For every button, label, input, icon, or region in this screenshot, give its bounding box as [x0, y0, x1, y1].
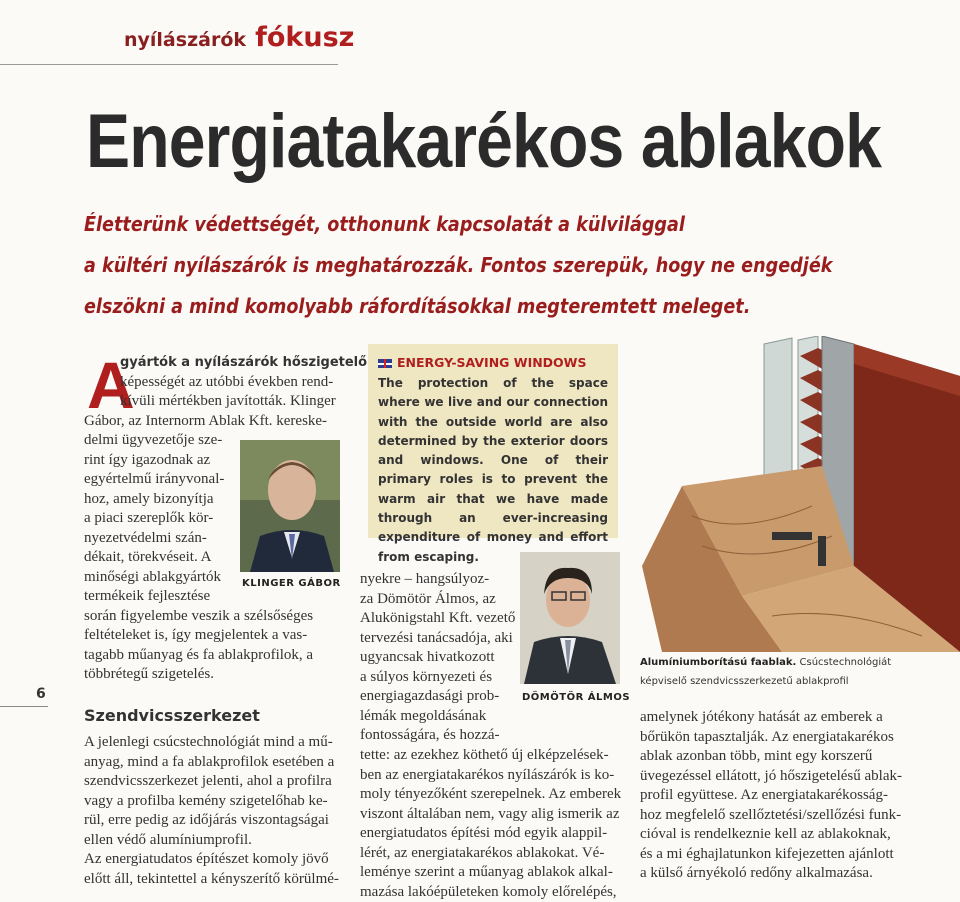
col1b-line: anyag, mind a fa ablakprofilok esetében a [84, 753, 346, 773]
col2-line: nyekre – hangsúlyoz- [360, 570, 520, 590]
english-summary-heading [378, 355, 618, 370]
col1-line: kívüli mértékben javították. Klinger [120, 392, 342, 412]
section-name: nyílászárók [124, 29, 246, 51]
column-3 [640, 708, 940, 884]
header-divider [0, 64, 338, 65]
english-summary-box [368, 344, 618, 538]
col1-line: a piaci szereplők kör- [84, 509, 342, 529]
article-title: Energiatakarékos ablakok [86, 98, 881, 185]
col3-line: bőrükön tapasztalják. Az energiatakarékos [640, 728, 940, 748]
col2b-line: moly tényezőként szerepelnek. Az emberek [360, 785, 622, 805]
col1-line: delmi ügyvezetője sze- [84, 431, 342, 451]
col2-line: za Dömötör Álmos, az [360, 590, 520, 610]
col1-line: tagabb műanyag és fa ablakprofilok, a [84, 646, 342, 666]
col1-line: gyártók a nyílászárók hőszigetelő [120, 353, 342, 373]
col1b-line: rül, erre pedig az időjárás viszontagságai [84, 811, 346, 831]
col3-line: ablak azonban több, mint egy korszerű [640, 747, 940, 767]
section-header [124, 22, 354, 53]
col1-line: során figyelembe veszik a szélsőséges [84, 607, 342, 627]
col2-line: Alukönigstahl Kft. vezető [360, 609, 520, 629]
portrait-klinger-gabor [240, 440, 340, 572]
column-2-bottom [360, 746, 622, 902]
col1-line: Gábor, az Internorm Ablak Kft. kereske- [84, 412, 342, 432]
image-caption-text: Csúcstechnológiát képviselő szendvicsszerkezetű ablakprofil [640, 657, 891, 687]
col2b-line: ben az energiatakarékos nyílászárók is ko- [360, 766, 622, 786]
english-summary-text: The protection of the space where we live and our connection with the outside world are also determined by the exterior doors and windows. One of their primary roles is to prevent the warm air that we have made through an ever-increasing expenditure of money and effort from escaping. [378, 374, 608, 567]
image-caption [640, 653, 940, 691]
page-number: 6 [36, 686, 46, 702]
section-label: fókusz [255, 22, 354, 53]
col2b-line: leménye szerint a műanyag ablakok alkal- [360, 863, 622, 883]
col1-line: termékeik fejlesztése [84, 587, 342, 607]
col3-line: üvegezéssel ellátott, jó hőszigetelésű ablak- [640, 767, 940, 787]
col1-line: dékait, törekvéseit. A [84, 548, 342, 568]
col2b-line: mazása lakóépületeken komoly előrelépés, [360, 883, 622, 902]
col1-line: többrétegű szigetelés. [84, 665, 342, 685]
window-profile-image [622, 336, 960, 652]
col3-line: cióval is rendelkeznie kell az ablakoknak, [640, 825, 940, 845]
portrait-domotor-almos [520, 552, 620, 684]
col2-line: fontosságára, és hozzá- [360, 726, 520, 746]
lead-line-3: elszökni a mind komolyabb ráfordításokkal megteremtett meleget. [84, 294, 750, 318]
col1-line: nyezetvédelmi szán- [84, 529, 342, 549]
col1-line: minőségi ablakgyártók [84, 568, 342, 588]
uk-flag-icon [378, 359, 392, 368]
col2-line: a súlyos környezeti és [360, 668, 520, 688]
col2b-line: energiatudatos építési mód egyik alappil- [360, 824, 622, 844]
column-1-part-2 [84, 733, 346, 889]
col1b-line: vagy a profilba kemény szigetelőhab ke- [84, 792, 346, 812]
col1-line: hoz, amely bizonyítja [84, 490, 342, 510]
col2-line: lémák megoldásának [360, 707, 520, 727]
col1-line: képességét az utóbbi években rend- [120, 373, 342, 393]
drop-cap: A [87, 352, 135, 418]
col2-line: ugyancsak hivatkozott [360, 648, 520, 668]
subheading: Szendvicsszerkezet [84, 706, 260, 725]
col3-line: amelynek jótékony hatását az emberek a [640, 708, 940, 728]
photo-caption-domotor: DÖMÖTÖR ÁLMOS [522, 692, 630, 703]
image-caption-title: Alumíniumborítású faablak. [640, 657, 796, 668]
col2b-line: tette: az ezekhez köthető új elképzelések- [360, 746, 622, 766]
page-number-rule [0, 706, 48, 707]
col2b-line: lérét, az energiatakarékos ablakokat. Vé- [360, 844, 622, 864]
col2-line: tervezési tanácsadója, aki [360, 629, 520, 649]
col3-line: és a mi éghajlatunkon kifejezetten ajánlott [640, 845, 940, 865]
col3-line: hoz megfelelő szellőztetési/szellőzési funk- [640, 806, 940, 826]
col1-line: egyértelmű irányvonal- [84, 470, 342, 490]
lead-line-2: a kültéri nyílászárók is meghatározzák. Fontos szerepük, hogy ne engedjék [84, 253, 832, 277]
english-summary-title: ENERGY-SAVING WINDOWS [397, 355, 586, 370]
col1-line: rint így igazodnak az [84, 451, 342, 471]
col1b-line: Az energiatudatos építészet komoly jövő [84, 850, 346, 870]
col1b-line: szendvicsszerkezet jelenti, ahol a profilra [84, 772, 346, 792]
col3-line: profil együttese. Az energiatakarékosság- [640, 786, 940, 806]
col2b-line: viszont általában nem, vagy alig ismerik az [360, 805, 622, 825]
col1b-line: ellen védő alumíniumprofil. [84, 831, 346, 851]
col1b-line: A jelenlegi csúcstechnológiát mind a mű- [84, 733, 346, 753]
lead-line-1: Életterünk védettségét, otthonunk kapcsolatát a külvilággal [84, 212, 685, 236]
column-2-top [360, 570, 520, 746]
col1-line: feltételeket is, így megjelentek a vas- [84, 626, 342, 646]
photo-caption-klinger: KLINGER GÁBOR [242, 578, 341, 589]
col3-line: a külső árnyékoló redőny alkalmazása. [640, 864, 940, 884]
col1b-line: előtt áll, tekintettel a kényszerítő körülmé- [84, 870, 346, 890]
col2-line: energiagazdasági prob- [360, 687, 520, 707]
